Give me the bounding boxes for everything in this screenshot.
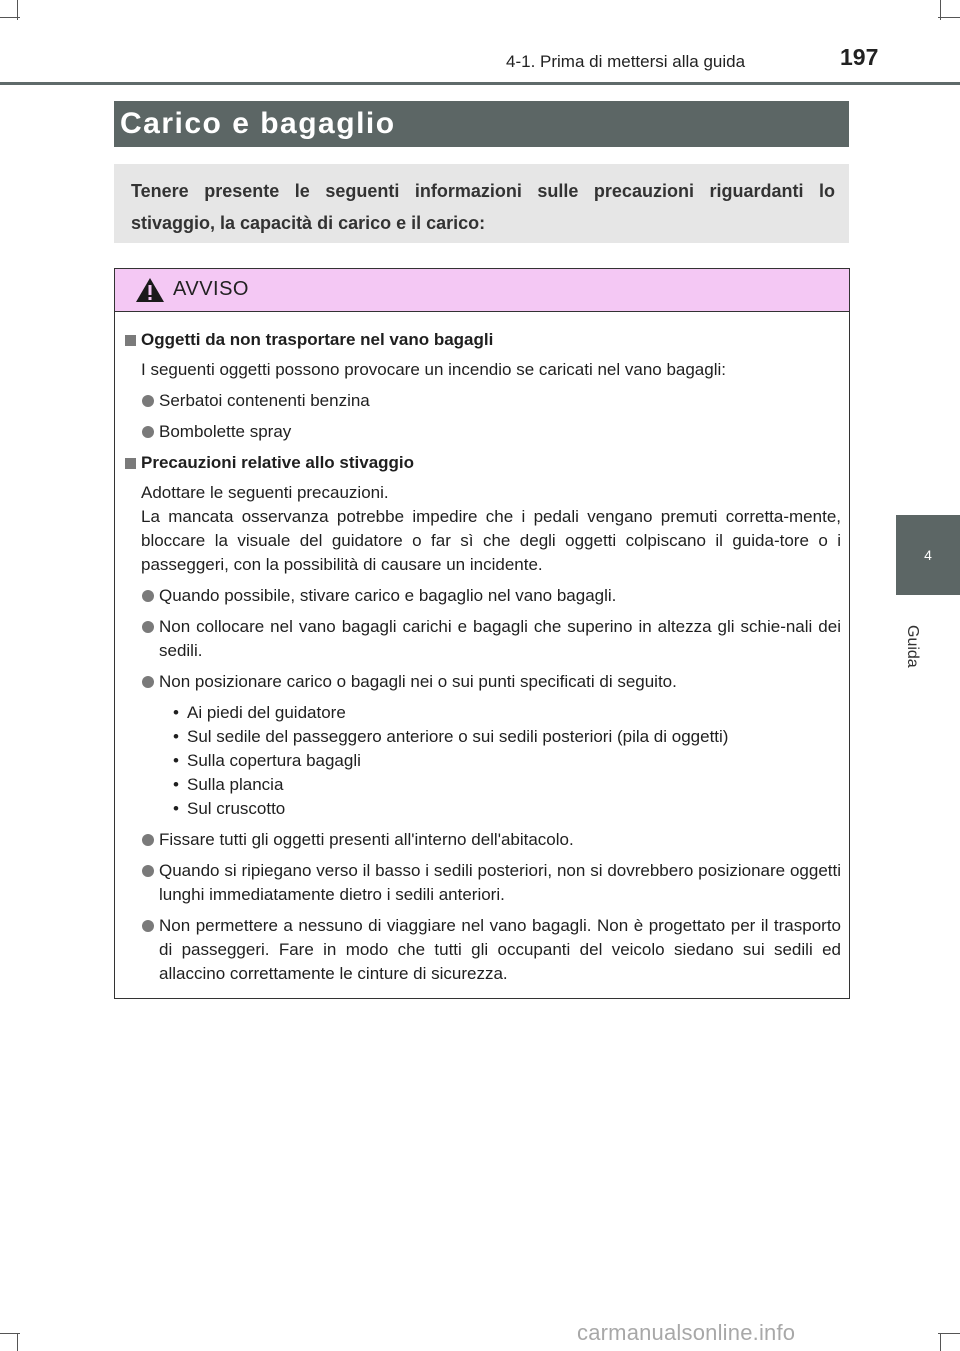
circle-bullet-icon (142, 676, 154, 688)
crop-mark (17, 1333, 18, 1351)
section-heading (125, 451, 841, 475)
intro-text: Tenere presente le seguenti informazioni sulle precauzioni riguardanti lo stivaggio, la capacità di carico e il carico: (114, 164, 849, 243)
chapter-tab: 4 (896, 515, 960, 595)
circle-bullet-icon (142, 621, 154, 633)
circle-bullet-icon (142, 920, 154, 932)
list-item-text: Quando possibile, stivare carico e bagaglio nel vano bagagli. (159, 586, 617, 605)
sub-list-item (125, 797, 841, 821)
list-item (125, 670, 841, 694)
sub-list-item (125, 701, 841, 725)
dot-marker-icon: • (173, 727, 179, 746)
list-item (125, 859, 841, 907)
sub-list-item-text: Sul sedile del passeggero anteriore o sui sedili posteriori (pila di oggetti) (187, 727, 729, 746)
warning-box (114, 268, 850, 999)
page-title: Carico e bagaglio (114, 101, 849, 147)
crop-mark (17, 0, 18, 20)
circle-bullet-icon (142, 590, 154, 602)
list-item (125, 615, 841, 663)
sub-list-item-text: Sulla copertura bagagli (187, 751, 361, 770)
list-item-text: Non collocare nel vano bagagli carichi e bagagli che superino in altezza gli schie-nali dei sedili. (159, 617, 841, 660)
list-item (125, 584, 841, 608)
crop-mark (938, 1333, 960, 1334)
dot-marker-icon: • (173, 775, 179, 794)
list-item-text: Quando si ripiegano verso il basso i sedili posteriori, non si dovrebbero posizionare oggetti lunghi immediatamente dietro i sedili anteriori. (159, 861, 841, 904)
warning-triangle-icon (135, 277, 165, 303)
sub-list-item-text: Sul cruscotto (187, 799, 286, 818)
section-heading-text: Oggetti da non trasportare nel vano bagagli (141, 330, 494, 349)
warning-label: AVVISO (173, 278, 249, 300)
warning-body (115, 312, 849, 986)
circle-bullet-icon (142, 395, 154, 407)
sub-list-item-text: Sulla plancia (187, 775, 284, 794)
dot-marker-icon: • (173, 751, 179, 770)
list-item-text: Non permettere a nessuno di viaggiare nel vano bagagli. Non è progettato per il trasporto di passeggeri. Fare in modo che tutti gli occupanti del veicolo siedano sui sedili ed allaccino correttamente le cinture di sicurezza. (159, 916, 841, 983)
list-item-text: Serbatoi contenenti benzina (159, 391, 370, 410)
warning-header (115, 269, 849, 312)
crop-mark (940, 0, 941, 20)
paragraph: I seguenti oggetti possono provocare un incendio se caricati nel vano bagagli: (141, 360, 726, 379)
section-heading (125, 328, 841, 352)
list-item-text: Bombolette spray (159, 422, 292, 441)
list-item (125, 914, 841, 986)
paragraph: Adottare le seguenti precauzioni. (141, 483, 389, 502)
circle-bullet-icon (142, 426, 154, 438)
circle-bullet-icon (142, 865, 154, 877)
chapter-label: Guida (904, 625, 921, 668)
crop-mark (938, 17, 960, 18)
list-item-text: Fissare tutti gli oggetti presenti all'interno dell'abitacolo. (159, 830, 574, 849)
paragraph: La mancata osservanza potrebbe impedire che i pedali vengano premuti corretta-mente, bloccare la visuale del guidatore o far sì che degli oggetti colpiscano il guida-tore o i passeggeri, con la possibilità di causare un incidente. (141, 507, 841, 574)
list-item (125, 420, 841, 444)
dot-marker-icon: • (173, 703, 179, 722)
sub-list-item (125, 773, 841, 797)
page-number: 197 (840, 44, 879, 70)
sub-list-item (125, 725, 841, 749)
header-divider (0, 82, 960, 85)
circle-bullet-icon (142, 834, 154, 846)
crop-mark (940, 1333, 941, 1351)
sub-list (125, 701, 841, 821)
sub-list-item-text: Ai piedi del guidatore (187, 703, 346, 722)
list-item (125, 389, 841, 413)
watermark: carmanualsonline.info (577, 1320, 796, 1345)
dot-marker-icon: • (173, 799, 179, 818)
sub-list-item (125, 749, 841, 773)
square-bullet-icon (125, 335, 136, 346)
square-bullet-icon (125, 458, 136, 469)
section-heading-text: Precauzioni relative allo stivaggio (141, 453, 415, 472)
list-item (125, 828, 841, 852)
list-item-text: Non posizionare carico o bagagli nei o sui punti specificati di seguito. (159, 672, 677, 691)
section-header: 4-1. Prima di mettersi alla guida (506, 52, 746, 71)
